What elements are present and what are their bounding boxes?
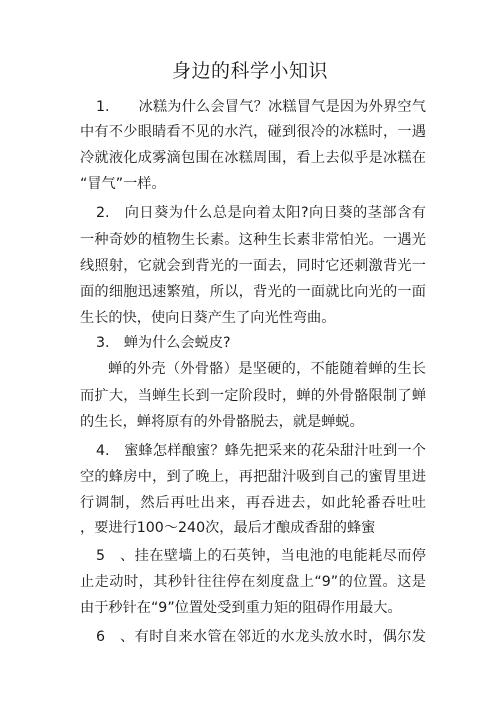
paragraph-5-line-3: 由于秒针在“9”位置处受到重力矩的阻碍作用最大。 [80,600,402,616]
paragraph-2-line-2: 一种奇妙的植物生长素。这种生长素非常怕光。一遇光 [80,232,426,248]
paragraph-5-line-2: 止走动时，其秒针往往停在刻度盘上“9”的位置。这是 [80,574,426,590]
paragraph-2-line-5: 生长的快，使向日葵产生了向光性弯曲。 [80,310,336,326]
paragraph-3-line-2: 而扩大，当蝉生长到一定阶段时，蝉的外骨骼限制了蝉 [80,388,426,404]
paragraph-1-line-2: 中有不少眼睛看不见的水汽，碰到很冷的冰糕时，一遇 [80,124,426,140]
paragraph-3-line-1: 蝉的外壳（外骨骼）是坚硬的，不能随着蝉的生长 [108,361,426,377]
paragraph-3-heading: 3. 蝉为什么会蜕皮? [96,335,231,351]
paragraph-2-line-3: 线照射，它就会到背光的一面去，同时它还刺激背光一 [80,258,426,274]
paragraph-4-line-1: 4. 蜜蜂怎样酿蜜？蜂先把采来的花朵甜汁吐到一个 [96,443,426,459]
paragraph-1-line-3: 冷就液化成雾滴包围在冰糕周围，看上去似乎是冰糕在 [80,150,426,166]
paragraph-4-line-2: 空的蜂房中，到了晚上，再把甜汁吸到自己的蜜胃里进 [80,469,426,485]
paragraph-2-line-4: 面的细胞迅速繁殖，所以，背光的一面就比向光的一面 [80,284,426,300]
document-title: 身边的科学小知识 [171,60,328,82]
paragraph-1-line-1: 1. 冰糕为什么会冒气？冰糕冒气是因为外界空气 [96,99,426,115]
paragraph-3-line-3: 的生长，蝉将原有的外骨骼脱去，就是蝉蜕。 [80,414,364,430]
paragraph-1-line-4: “冒气”一样。 [80,176,166,192]
paragraph-5-line-1: 5 、挂在壁墙上的石英钟，当电池的电能耗尽而停 [96,548,426,564]
paragraph-6-line-1: 6 、有时自来水管在邻近的水龙头放水时，偶尔发 [96,629,426,645]
paragraph-4-line-4: ，要进行100～240次，最后才酿成香甜的蜂蜜 [80,520,376,536]
paragraph-4-line-3: 行调制，然后再吐出来，再吞进去，如此轮番吞吐吐 [80,495,426,511]
paragraph-2-line-1: 2. 向日葵为什么总是向着太阳?向日葵的茎部含有 [96,205,426,221]
